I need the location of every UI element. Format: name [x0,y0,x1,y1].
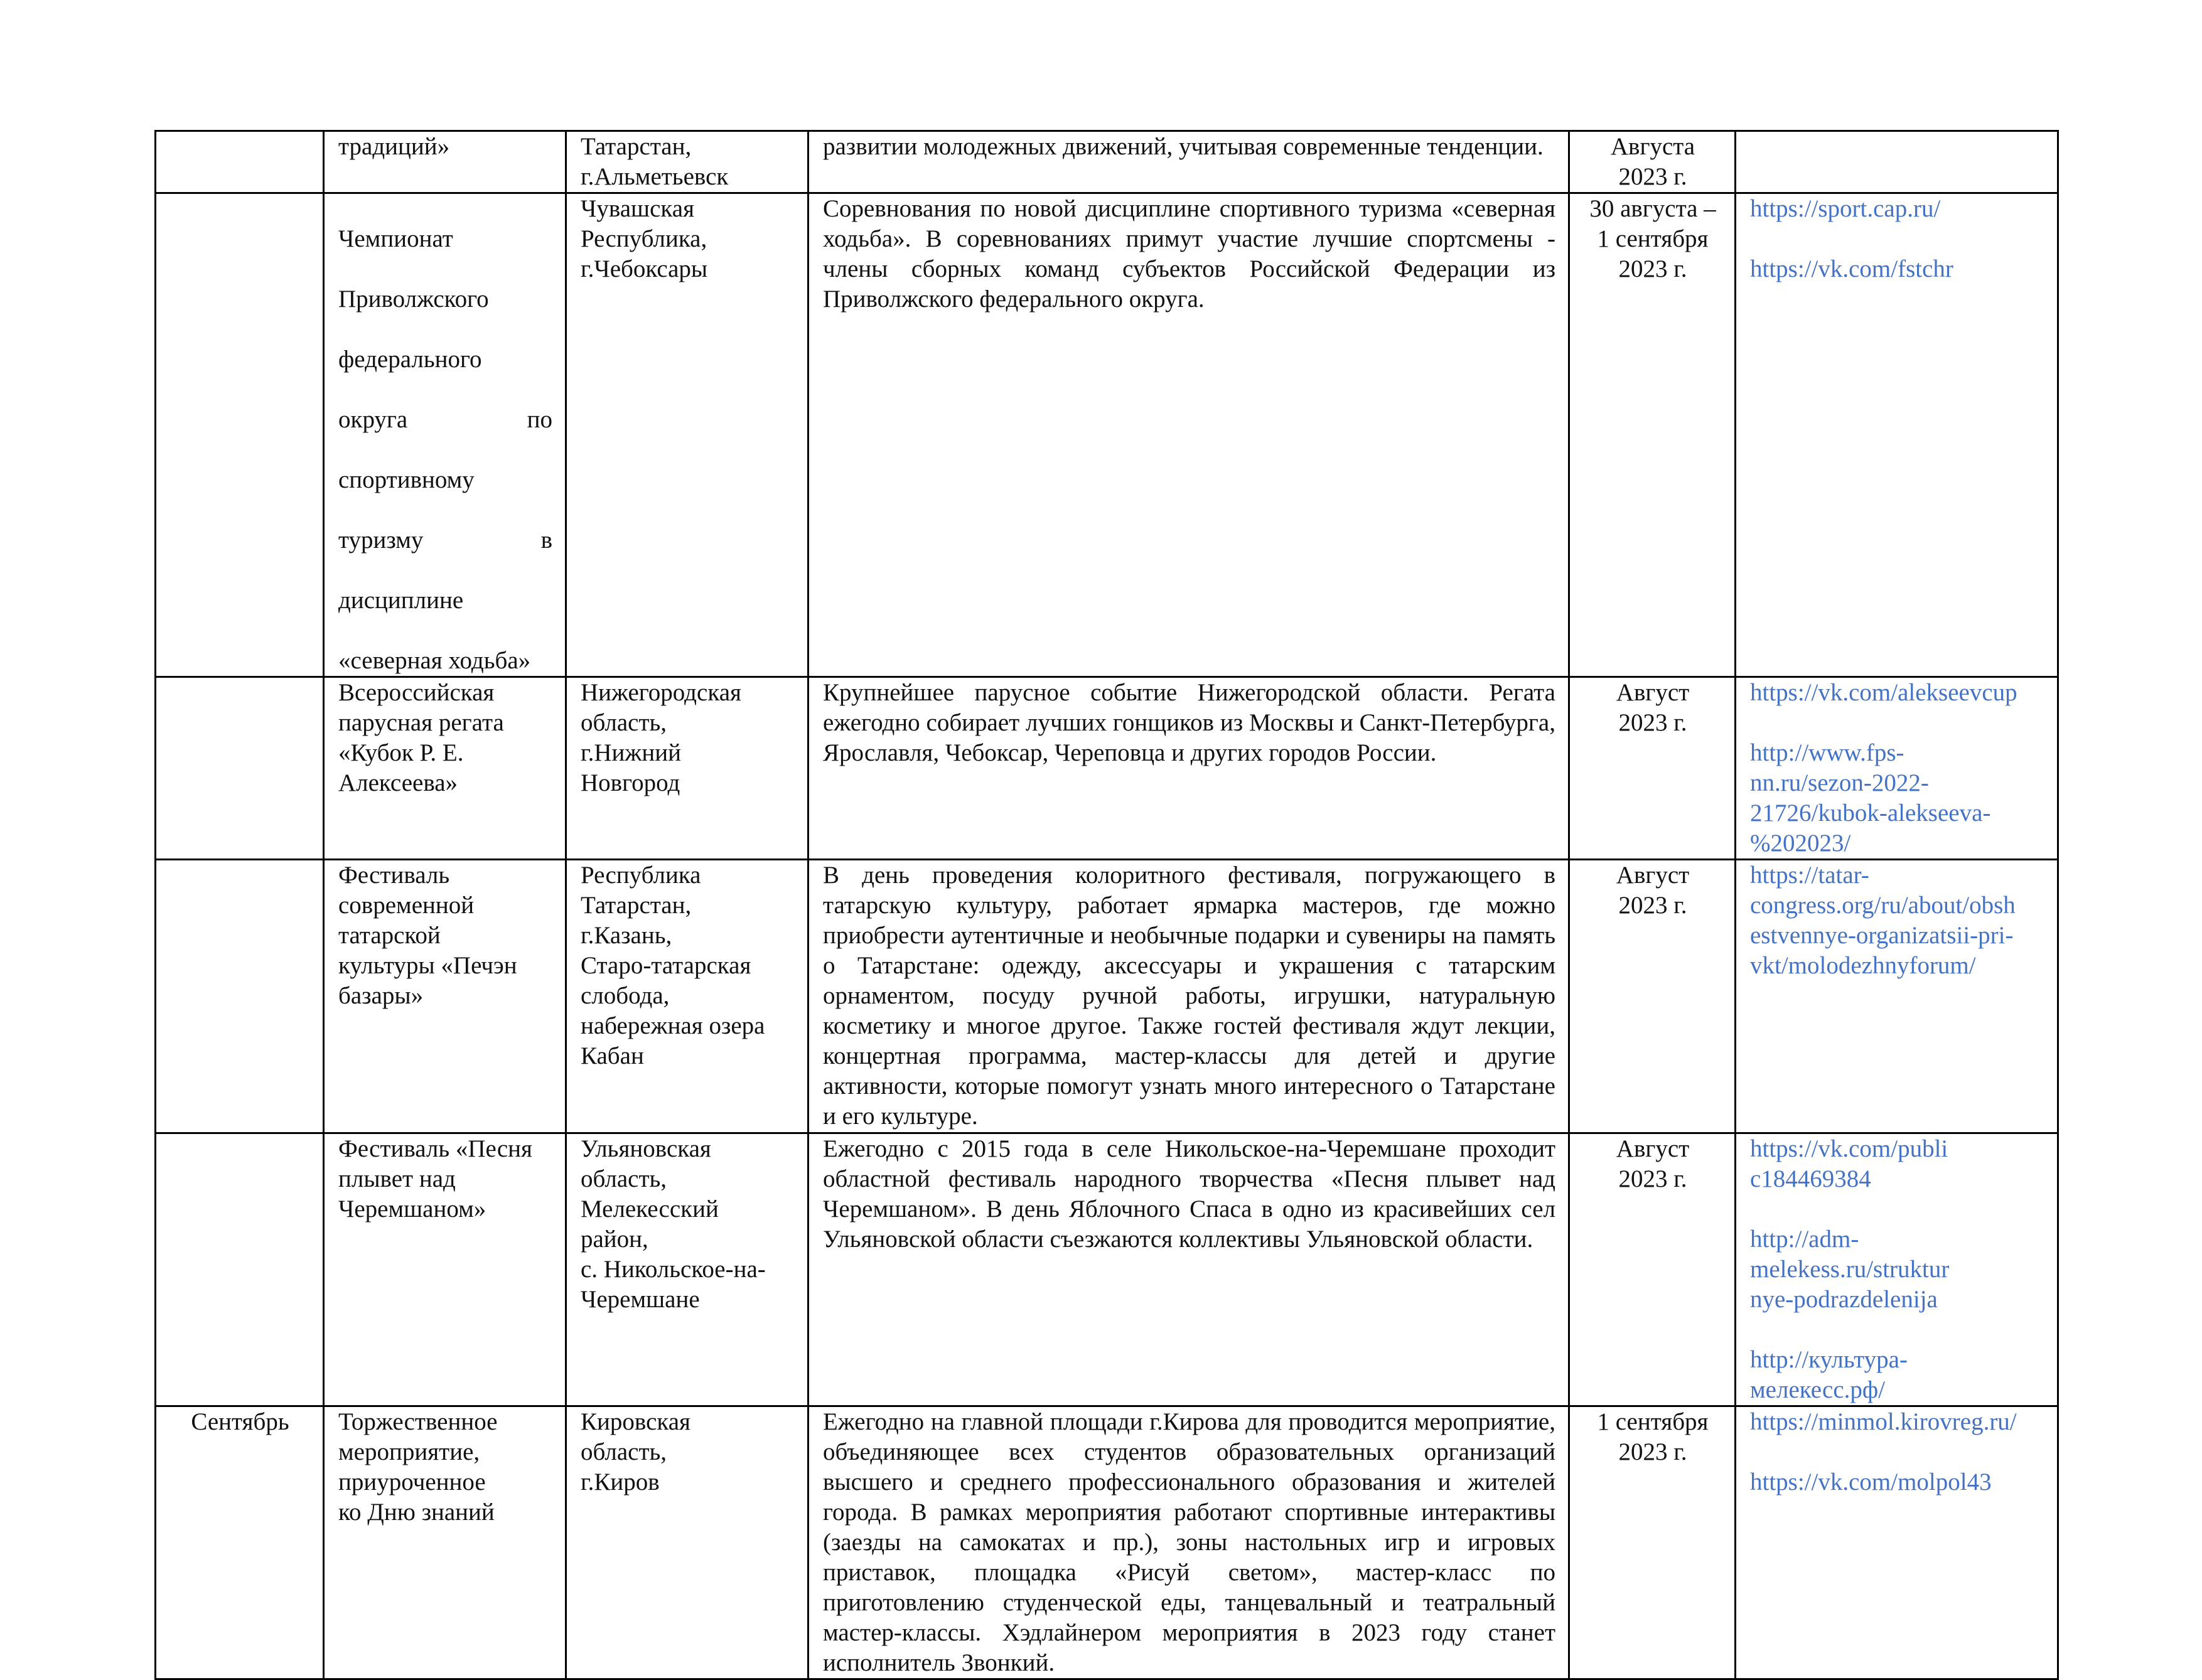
description-cell: развитии молодежных движений, учитывая современные тенденции. [808,131,1569,193]
month-cell [156,1133,324,1406]
event-name-cell: традиций» [324,131,566,193]
event-name-line: Приволжского [338,286,489,313]
date-cell: 30 августа – 1 сентября 2023 г. [1569,193,1736,677]
links-cell [1736,677,2058,860]
event-link[interactable]: https://vk.com/publi c184469384 [1750,1135,1948,1192]
event-name-cell: Всероссийская парусная регата «Кубок Р. Е. Алексеева» [324,677,566,860]
date-cell: 1 сентября 2023 г. [1569,1406,1736,1679]
date-cell: Августа 2023 г. [1569,131,1736,193]
links-cell [1736,131,2058,193]
location-cell: Республика Татарстан, г.Казань, Старо-татарская слобода, набережная озера Кабан [566,860,808,1133]
description-cell: Ежегодно с 2015 года в селе Никольское-на-Черемшане проходит областной фестиваль народного творчества «Песня плывет над Черемшаном». В день Яблочного Спаса в одно из красивейших сел Ульяновской области съезжаются коллективы Ульяновской области. [808,1133,1569,1406]
table-row [156,131,2058,193]
links-cell [1736,1406,2058,1679]
event-name-line: федерального [338,346,482,373]
description-cell: Крупнейшее парусное событие Нижегородской области. Регата ежегодно собирает лучших гонщиков из Москвы и Санкт-Петербурга, Ярославля, Чебоксар, Череповца и других городов России. [808,677,1569,860]
links-cell [1736,860,2058,1133]
location-cell: Чувашская Республика, г.Чебоксары [566,193,808,677]
links-cell [1736,193,2058,677]
event-link[interactable]: https://vk.com/alekseevcup [1750,679,2017,706]
table-row [156,193,2058,677]
table-row [156,1133,2058,1406]
date-cell: Август 2023 г. [1569,1133,1736,1406]
event-link[interactable]: https://tatar- congress.org/ru/about/obsh estvennye-organizatsii-pri- vkt/molodezhnyforum/ [1750,862,2016,979]
event-link[interactable]: http://www.fps- nn.ru/sezon-2022- 21726/kubok-alekseeva- %202023/ [1750,739,1991,857]
location-cell: Татарстан, г.Альметьевск [566,131,808,193]
date-cell: Август 2023 г. [1569,860,1736,1133]
events-table [154,130,2059,1680]
month-cell [156,131,324,193]
links-cell [1736,1133,2058,1406]
event-name-line: «северная ходьба» [338,647,531,674]
description-cell: Ежегодно на главной площади г.Кирова для проводится мероприятие, объединяющее всех студентов образовательных организаций высшего и среднего профессионального образования и жителей города. В рамках мероприятия работают спортивные интерактивы (заезды на самокатах и пр.), зоны настольных игр и игровых приставок, площадка «Рисуй светом», мастер-класс по приготовлению студенческой еды, танцевальный и театральный мастер-классы. Хэдлайнером мероприятия в 2023 году станет исполнитель Звонкий. [808,1406,1569,1679]
description-cell: В день проведения колоритного фестиваля, погружающего в татарскую культуру, работает ярмарка мастеров, где можно приобрести аутентичные и необычные подарки и сувениры на память о Татарстане: одежду, аксессуары и украшения с татарским орнаментом, посуду ручной работы, игрушки, натуральную косметику и многое другое. Также гостей фестиваля ждут лекции, концертная программа, мастер-классы для детей и другие активности, которые помогут узнать много интересного о Татарстане и его культуре. [808,860,1569,1133]
event-name-cell: Фестиваль «Песня плывет над Черемшаном» [324,1133,566,1406]
event-name-line: туризму в [338,527,552,554]
month-cell [156,193,324,677]
table-row [156,677,2058,860]
table-row [156,1406,2058,1679]
event-link[interactable]: http://adm- melekess.ru/struktur nye-podrazdelenija [1750,1226,1950,1313]
event-name-line: дисциплине [338,587,464,614]
event-link[interactable]: http://культура- мелекесс.рф/ [1750,1346,1908,1403]
location-cell: Кировская область, г.Киров [566,1406,808,1679]
date-cell: Август 2023 г. [1569,677,1736,860]
location-cell: Нижегородская область, г.Нижний Новгород [566,677,808,860]
event-name-cell: Торжественное мероприятие, приуроченное ко Дню знаний [324,1406,566,1679]
month-cell [156,677,324,860]
location-cell: Ульяновская область, Мелекесский район, с. Никольское-на- Черемшане [566,1133,808,1406]
event-link[interactable]: https://vk.com/fstchr [1750,255,1953,282]
event-name-cell: Фестиваль современной татарской культуры «Печэн базары» [324,860,566,1133]
table-row [156,860,2058,1133]
event-link[interactable]: https://sport.cap.ru/ [1750,195,1941,222]
event-name-cell [324,193,566,677]
month-cell [156,860,324,1133]
month-cell: Сентябрь [156,1406,324,1679]
event-link[interactable]: https://vk.com/molpol43 [1750,1469,1992,1495]
description-cell: Соревнования по новой дисциплине спортивного туризма «северная ходьба». В соревнованиях примут участие лучшие спортсмены - члены сборных команд субъектов Российской Федерации из Приволжского федерального округа. [808,193,1569,677]
event-link[interactable]: https://minmol.kirovreg.ru/ [1750,1408,2017,1435]
event-name-line: Чемпионат [338,225,453,252]
event-name-line: спортивному [338,466,475,493]
event-name-line: округа по [338,406,552,433]
